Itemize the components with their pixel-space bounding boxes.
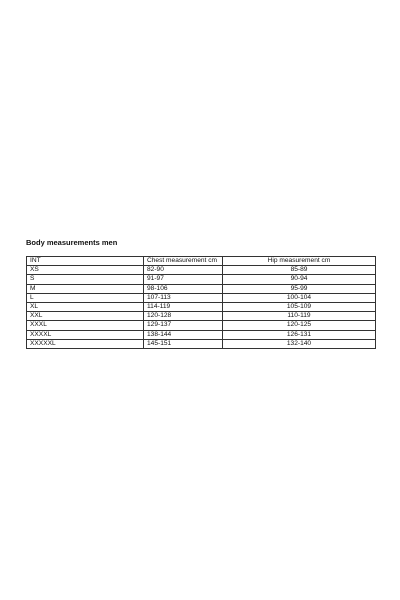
size-cell: M — [27, 284, 144, 293]
size-cell: XXXXL — [27, 330, 144, 339]
table-row — [27, 312, 376, 321]
table-row — [27, 339, 376, 348]
hip-cell: 105-109 — [223, 303, 376, 312]
table-row — [27, 284, 376, 293]
header-int: INT — [27, 257, 144, 266]
size-cell: XXL — [27, 312, 144, 321]
hip-cell: 132-140 — [223, 339, 376, 348]
size-cell: XL — [27, 303, 144, 312]
chest-cell: 107-113 — [144, 293, 223, 302]
hip-cell: 95-99 — [223, 284, 376, 293]
chest-cell: 82-90 — [144, 266, 223, 275]
hip-cell: 110-119 — [223, 312, 376, 321]
table-header-row — [27, 257, 376, 266]
chest-cell: 120-128 — [144, 312, 223, 321]
hip-cell: 100-104 — [223, 293, 376, 302]
chest-cell: 145-151 — [144, 339, 223, 348]
table-row — [27, 275, 376, 284]
size-cell: L — [27, 293, 144, 302]
size-cell: XXXXXL — [27, 339, 144, 348]
chest-cell: 98-106 — [144, 284, 223, 293]
header-hip: Hip measurement cm — [223, 257, 376, 266]
size-cell: XXXL — [27, 321, 144, 330]
size-table — [26, 256, 376, 349]
chest-cell: 91-97 — [144, 275, 223, 284]
hip-cell: 126-131 — [223, 330, 376, 339]
header-chest: Chest measurement cm — [144, 257, 223, 266]
hip-cell: 85-89 — [223, 266, 376, 275]
table-row — [27, 330, 376, 339]
chest-cell: 138-144 — [144, 330, 223, 339]
chest-cell: 114-119 — [144, 303, 223, 312]
table-row — [27, 293, 376, 302]
size-cell: XS — [27, 266, 144, 275]
page-heading: Body measurements men — [26, 238, 118, 247]
table-row — [27, 266, 376, 275]
hip-cell: 120-125 — [223, 321, 376, 330]
size-cell: S — [27, 275, 144, 284]
hip-cell: 90-94 — [223, 275, 376, 284]
chest-cell: 129-137 — [144, 321, 223, 330]
table-row — [27, 303, 376, 312]
table-row — [27, 321, 376, 330]
